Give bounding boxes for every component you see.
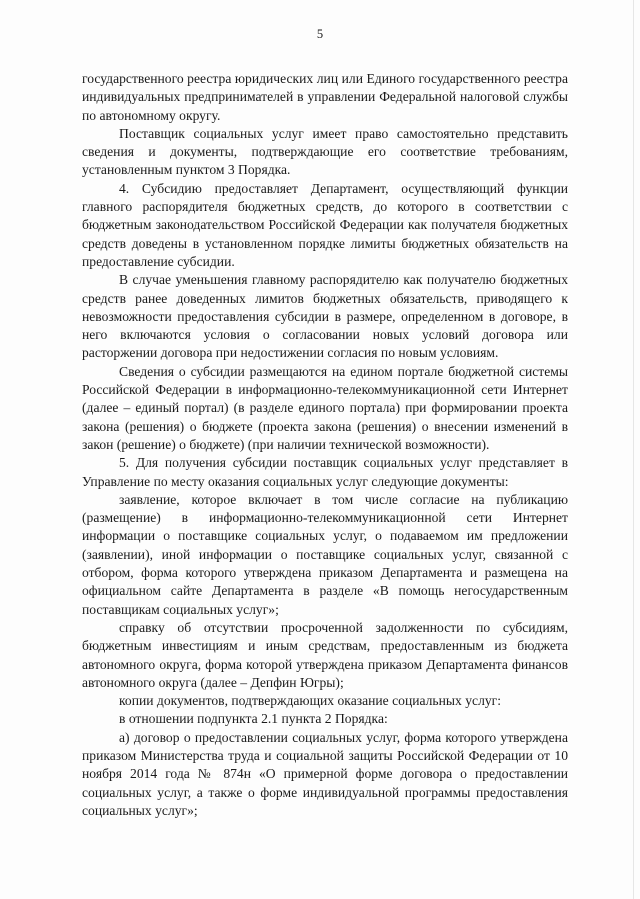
paragraph: 5. Для получения субсидии поставщик социальных услуг представляет в Управление по месту оказания социальных услуг следующие документы: [82, 455, 568, 489]
paragraph: государственного реестра юридических лиц или Единого государственного реестра индивидуальных предпринимателей в управлении Федеральной налоговой службы по автономному округу. [82, 71, 568, 123]
paragraph: справку об отсутствии просроченной задолженности по субсидиям, бюджетным инвестициям и иным средствам, предоставленным из бюджета автономного округа, форма которой утверждена приказом Департамента финансов автономного округа (далее – Депфин Югры); [82, 619, 568, 690]
paragraph: 4. Субсидию предоставляет Департамент, осуществляющий функции главного распорядителя бюджетных средств, до которого в соответствии с бюджетным законодательством Российской Федерации как получателя бюджетных средств доведены в установленном порядке лимиты бюджетных обязательств на предоставление субсидии. [82, 180, 568, 269]
paragraph: Поставщик социальных услуг имеет право самостоятельно представить сведения и документы, подтверждающие его соответствие требованиям, установленным пунктом 3 Порядка. [82, 125, 568, 178]
page-number: 5 [316, 27, 324, 41]
paragraph: а) договор о предоставлении социальных услуг, форма которого утверждена приказом Министерства труда и социальной защиты Российской Федерации от 10 ноября 2014 года № 874н «О примерной форме договора о предоставлении социальных услуг, а также о форме индивидуальной программы предоставления социальных услуг»; [82, 729, 568, 818]
paragraph: В случае уменьшения главному распорядителю как получателю бюджетных средств ранее доведенных лимитов бюджетных обязательств, приводящего к невозможности предоставления субсидии в размере, определенном в договоре, в него включаются условия о согласовании новых условий договора или расторжении договора при недостижении согласия по новым условиям. [82, 272, 568, 361]
paragraph: в отношении подпункта 2.1 пункта 2 Порядка: [119, 711, 388, 727]
paragraph: заявление, которое включает в том числе согласие на публикацию (размещение) в информационно-телекоммуникационной сети Интернет информации о поставщике социальных услуг, о подаваемом им предложении (заявлении), иной информации о поставщике социальных услуг, связанной с отбором, форма которого утверждена приказом Департамента и размещена на официальном сайте Департамента в разделе «В помощь негосударственным поставщикам социальных услуг»; [82, 491, 568, 617]
paragraph: копии документов, подтверждающих оказание социальных услуг: [119, 693, 501, 709]
page-edge [633, 0, 634, 899]
paragraph: Сведения о субсидии размещаются на едином портале бюджетной системы Российской Федерации в информационно-телекоммуникационной сети Интернет (далее – единый портал) (в разделе единого портала) при формировании проекта закона (решения) о бюджете (проекта закона (решения) о внесении изменений в закон (решение) о бюджете) (при наличии технической возможности). [82, 363, 568, 452]
document-body [82, 70, 568, 820]
